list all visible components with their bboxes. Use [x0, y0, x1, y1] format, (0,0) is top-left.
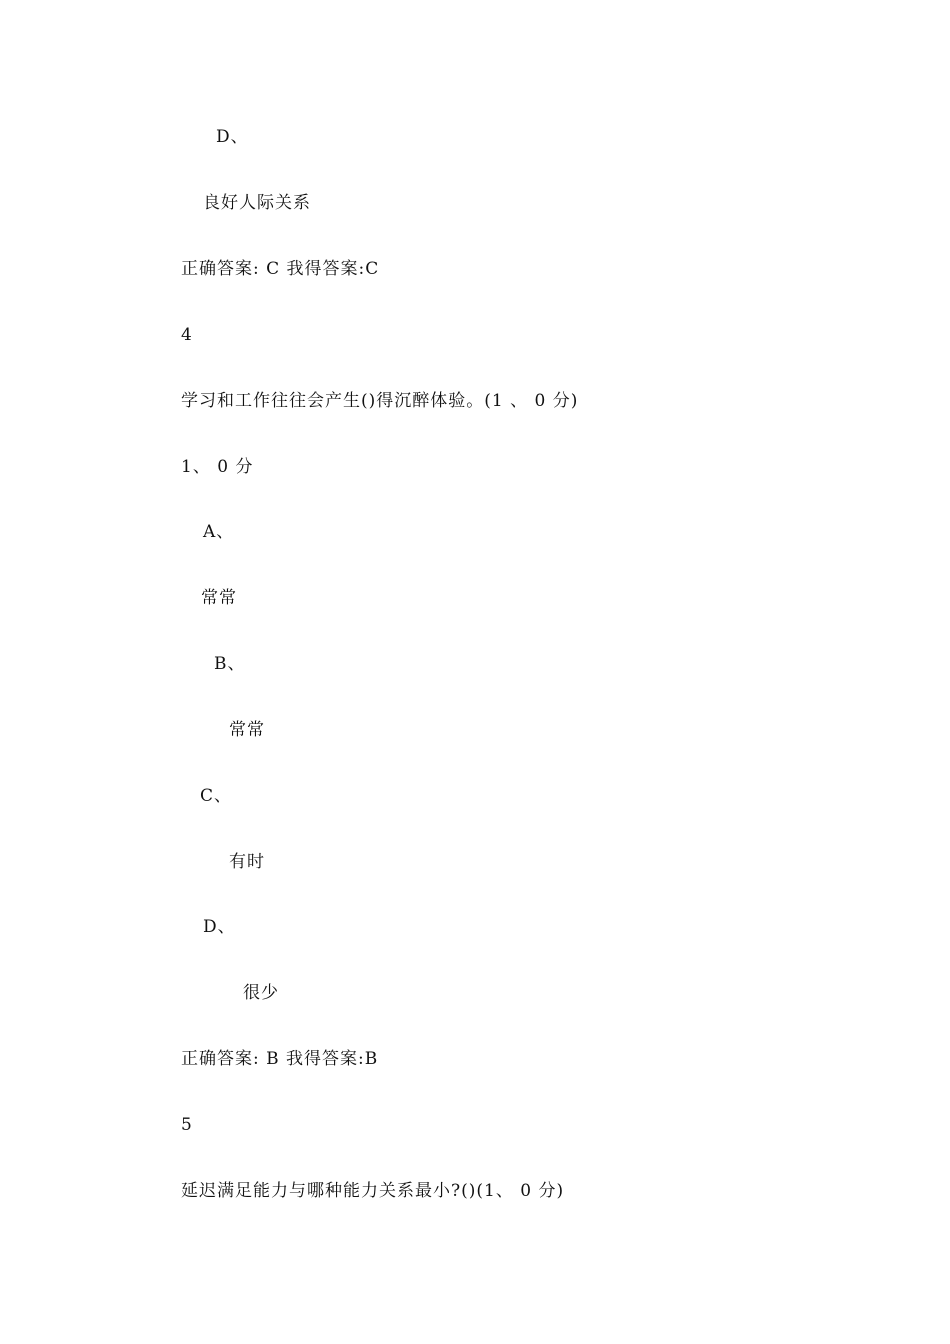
option-c-text: 有时: [229, 852, 265, 872]
option-d-text: 良好人际关系: [203, 193, 311, 213]
option-a-label: A、: [203, 522, 235, 542]
option-d-label: D、: [216, 127, 249, 147]
option-d-text: 很少: [243, 983, 279, 1003]
option-a-text: 常常: [201, 588, 237, 608]
answer-line: 正确答案: C 我得答案:C: [181, 259, 380, 279]
question-text: 延迟满足能力与哪种能力关系最小?()(1、 0 分): [181, 1181, 565, 1201]
option-c-label: C、: [200, 786, 233, 806]
option-b-label: B、: [214, 654, 246, 674]
option-d-label: D、: [203, 917, 236, 937]
score-line: 1、 0 分: [181, 457, 254, 477]
option-b-text: 常常: [229, 720, 265, 740]
question-number: 5: [181, 1115, 193, 1135]
question-number: 4: [181, 325, 193, 345]
question-text: 学习和工作往往会产生()得沉醉体验。(1 、 0 分): [181, 391, 579, 411]
answer-line: 正确答案: B 我得答案:B: [181, 1049, 379, 1069]
